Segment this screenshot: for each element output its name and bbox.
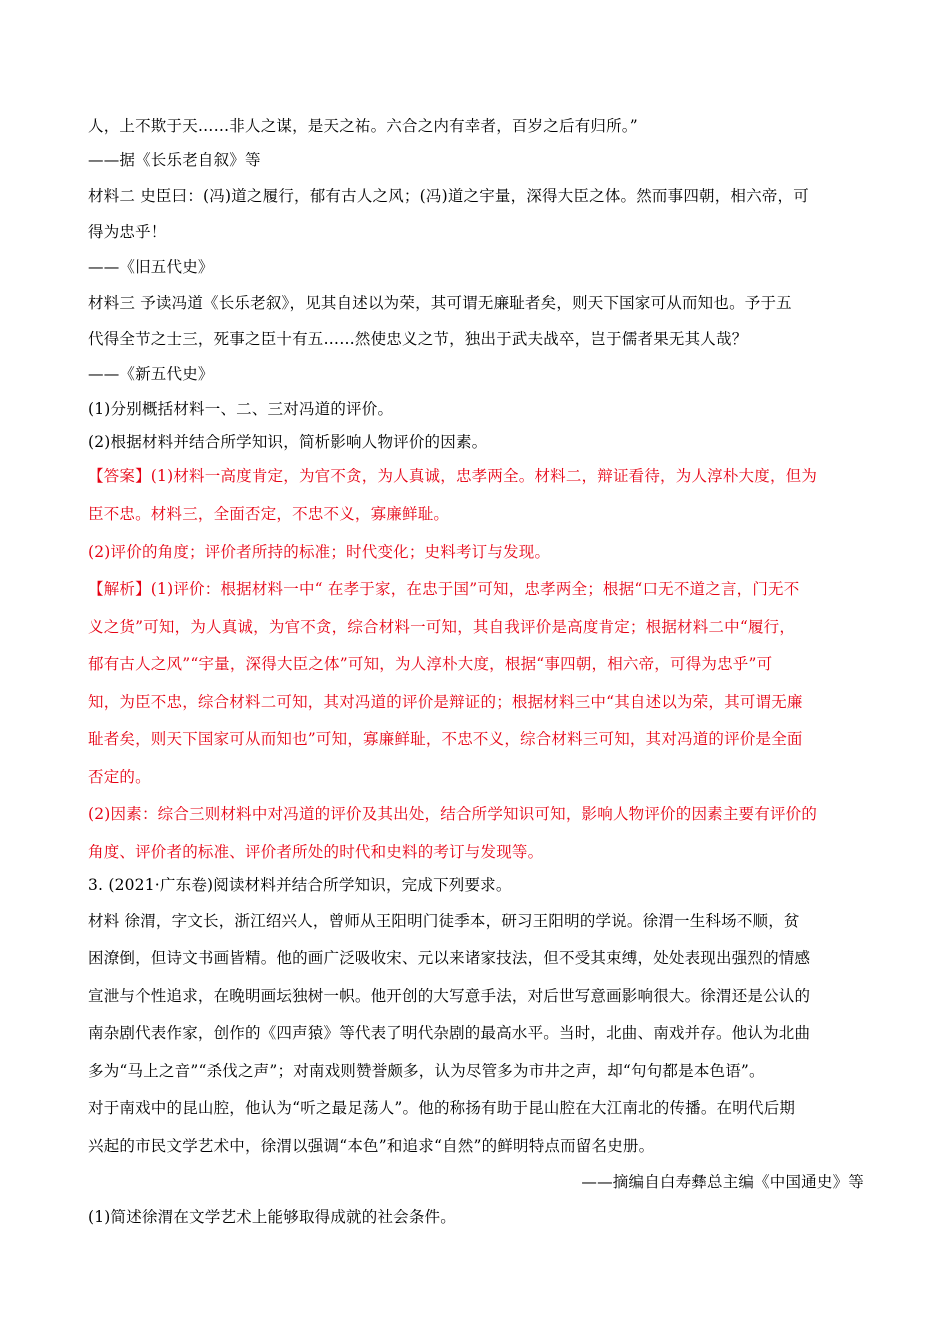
answer-line: 【答案】(1)材料一高度肯定，为官不贪，为人真诚，忠孝两全。材料二，辩证看待，为人淳朴大度，但为: [88, 467, 818, 485]
analysis-line: 否定的。: [88, 768, 151, 786]
text-line: 兴起的市民文学艺术中，徐渭以强调“本色”和追求“自然”的鲜明特点而留名史册。: [88, 1137, 655, 1155]
analysis-line: 义之货”可知，为人真诚，为官不贪，综合材料一可知，其自我评价是高度肯定；根据材料二中“履行，: [88, 618, 796, 636]
text-line: 宣泄与个性追求，在晚明画坛独树一帜。他开创的大写意手法，对后世写意画影响很大。徐渭还是公认的: [88, 987, 811, 1005]
analysis-line: 【解析】(1)评价：根据材料一中“ 在孝于家，在忠于国”可知，忠孝两全；根据“口无不道之言，门无不: [88, 580, 800, 598]
analysis-line: (2)因素：综合三则材料中对冯道的评价及其出处，结合所学知识可知，影响人物评价的因素主要有评价的: [88, 805, 818, 823]
question-line: (1)简述徐渭在文学艺术上能够取得成就的社会条件。: [88, 1208, 456, 1226]
text-line: 材料 徐渭，字文长，浙江绍兴人，曾师从王阳明门徒季本，研习王阳明的学说。徐渭一生科场不顺，贫: [88, 912, 800, 930]
text-line: 代得全节之士三，死事之臣十有五……然使忠义之节，独出于武夫战卒，岂于儒者果无其人哉？: [88, 330, 748, 348]
question-line: (2)根据材料并结合所学知识，简析影响人物评价的因素。: [88, 433, 488, 451]
text-line: 对于南戏中的昆山腔，他认为“听之最足荡人”。他的称扬有助于昆山腔在大江南北的传播。在明代后期: [88, 1099, 796, 1117]
text-line: 材料三 予读冯道《长乐老叙》，见其自述以为荣，其可谓无廉耻者矣，则天下国家可从而知也。予于五: [88, 294, 792, 312]
analysis-line: 角度、评价者的标准、评价者所处的时代和史料的考订与发现等。: [88, 843, 544, 861]
question-line: (1)分别概括材料一、二、三对冯道的评价。: [88, 400, 394, 418]
text-line: 多为“马上之音”“杀伐之声”；对南戏则赞誉颇多，认为尽管多为市井之声，却“句句都是本色语”。: [88, 1062, 765, 1080]
text-line: 困潦倒，但诗文书画皆精。他的画广泛吸收宋、元以来诸家技法，但不受其束缚，处处表现出强烈的情感: [88, 949, 811, 967]
analysis-line: 郁有古人之风”“宇量，深得大臣之体”可知，为人淳朴大度，根据“事四朝，相六帝，可得为忠乎”可: [88, 655, 773, 673]
text-line: 人，上不欺于天……非人之谋，是天之祐。六合之内有幸者，百岁之后有归所。”: [88, 117, 638, 135]
text-line: 材料二 史臣曰：(冯)道之履行，郁有古人之风；(冯)道之宇量，深得大臣之体。然而事四朝，相六帝，可: [88, 187, 809, 205]
analysis-line: 知，为臣不忠，综合材料二可知，其对冯道的评价是辩证的；根据材料三中“其自述以为荣，其可谓无廉: [88, 693, 803, 711]
question-heading: 3. (2021·广东卷)阅读材料并结合所学知识，完成下列要求。: [88, 876, 512, 894]
analysis-line: 耻者矣，则天下国家可从而知也”可知，寡廉鲜耻，不忠不义，综合材料三可知，其对冯道的评价是全面: [88, 730, 803, 748]
source-line: ——据《长乐老自叙》等: [88, 151, 261, 169]
source-line: ——《新五代史》: [88, 365, 214, 383]
answer-line: 臣不忠。材料三，全面否定，不忠不义，寡廉鲜耻。: [88, 505, 450, 523]
source-line: ——《旧五代史》: [88, 258, 214, 276]
text-line: 得为忠乎！: [88, 223, 167, 241]
answer-line: (2)评价的角度；评价者所持的标准；时代变化；史料考订与发现。: [88, 543, 551, 561]
source-line: ——摘编自白寿彝总主编《中国通史》等: [581, 1173, 864, 1191]
text-line: 南杂剧代表作家，创作的《四声猿》等代表了明代杂剧的最高水平。当时，北曲、南戏并存。他认为北曲: [88, 1024, 811, 1042]
